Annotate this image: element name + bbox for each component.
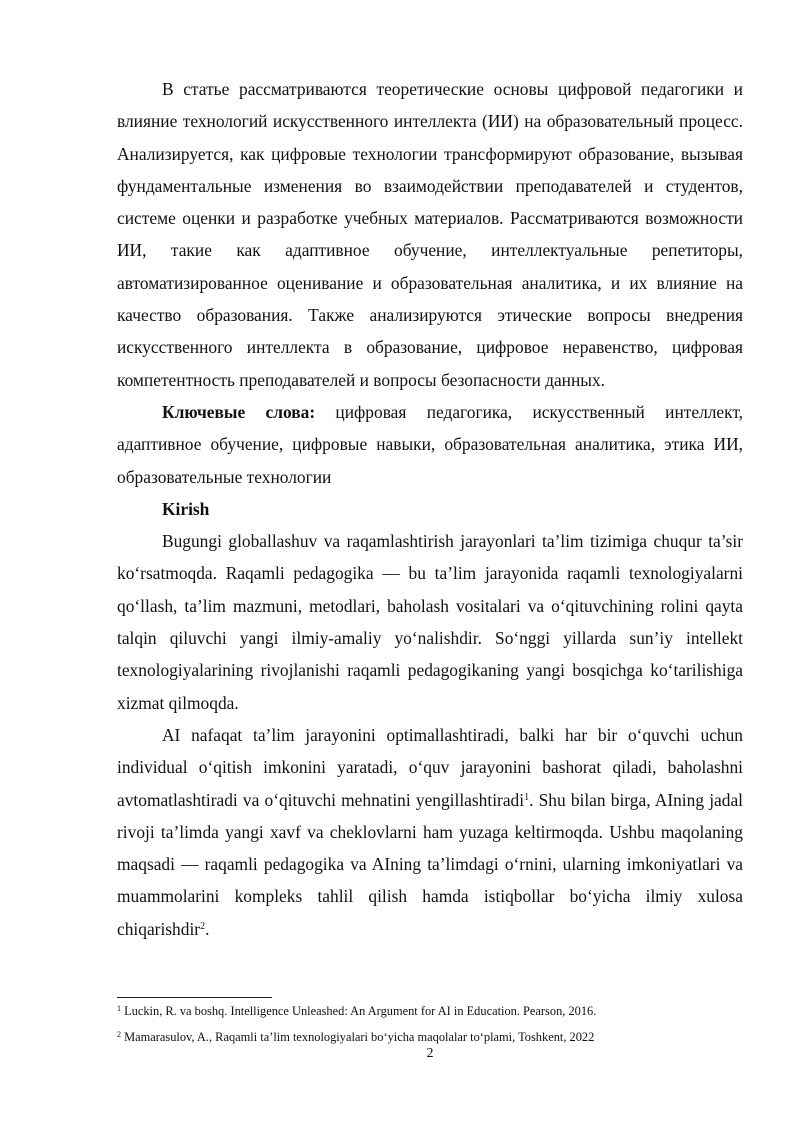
- paragraph-text: AI nafaqat ta’lim jarayonini optimallashtiradi, balki har bir o‘quvchi uchun individual o‘qitish imkonini yaratadi, o‘quv jarayonini bashorat qiladi, baholashni avtomatlashtiradi va o‘qituvchi mehnatini yengillashtiradi: [117, 724, 743, 810]
- abstract-paragraph: В статье рассматриваются теоретические основы цифровой педагогики и влияние технологий искусственного интеллекта (ИИ) на образовательный процесс. Анализируется, как цифровые технологии трансформируют образование, вызывая фундаментальные изменения во взаимодействии преподавателей и студентов, системе оценки и разработке учебных материалов. Рассматриваются возможности ИИ, такие как адаптивное обучение, интеллектуальные репетиторы, автоматизированное оценивание и образовательная аналитика, и их влияние на качество образования. Также анализируются этические вопросы внедрения искусственного интеллекта в образование, цифровое неравенство, цифровая компетентность преподавателей и вопросы безопасности данных.: [117, 79, 743, 390]
- footnote-text: Mamarasulov, A., Raqamli ta’lim texnologiyalari bo‘yicha maqolalar to‘plami, Toshkent, 2022: [121, 1030, 595, 1044]
- keywords-paragraph: [117, 396, 743, 493]
- section-heading: Kirish: [162, 498, 210, 519]
- footnote-reference[interactable]: 2: [200, 920, 206, 932]
- keywords-label: Ключевые слова:: [162, 401, 316, 422]
- footnote-mark: 1: [117, 1004, 121, 1013]
- paragraph-text: . Shu bilan birga, AIning jadal rivoji ta’limda yangi xavf va cheklovlarni ham yuzaga keltirmoqda. Ushbu maqolaning maqsadi — raqamli pedagogika va AIning ta’limdagi o‘rnini, ularning imkoniyatlari va muammolarini kompleks tahlil qilish hamda istiqbollar bo‘yicha ilmiy xulosa chiqarishdir: [117, 789, 743, 939]
- body-text: [117, 73, 743, 945]
- footnote-reference[interactable]: 1: [524, 791, 530, 803]
- footnote-text: Luckin, R. va boshq. Intelligence Unleashed: An Argument for AI in Education. Pearson, 2016.: [121, 1004, 597, 1018]
- footnote-mark: 2: [117, 1030, 121, 1039]
- paragraph-text: .: [205, 918, 210, 939]
- keywords-text: цифровая педагогика, искусственный интеллект, адаптивное обучение, цифровые навыки, образовательная аналитика, этика ИИ, образовательные технологии: [117, 401, 743, 487]
- footnote: [117, 1003, 743, 1019]
- footnote-separator: [117, 997, 272, 998]
- intro-paragraph-1: Bugungi globallashuv va raqamlashtirish jarayonlari ta’lim tizimiga chuqur ta’sir ko‘rsatmoqda. Raqamli pedagogika — bu ta’lim jarayonida raqamli texnologiyalarni qo‘llash, ta’lim mazmuni, metodlari, baholash vositalari va o‘qituvchining rolini qayta talqin qiluvchi yangi ilmiy-amaliy yo‘nalishdir. So‘nggi yillarda sun’iy intellekt texnologiyalarining rivojlanishi raqamli pedagogikaning yangi bosqichga ko‘tarilishiga xizmat qilmoqda.: [117, 531, 743, 713]
- footnote: [117, 1029, 743, 1045]
- intro-paragraph-2: [117, 719, 743, 945]
- page-number: 2: [426, 1046, 434, 1061]
